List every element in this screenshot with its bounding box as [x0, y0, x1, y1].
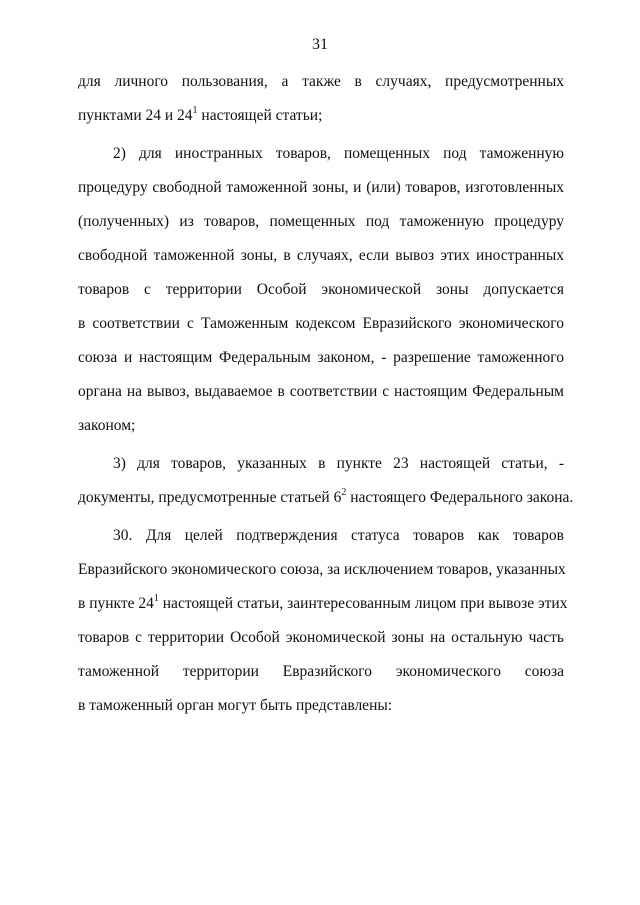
superscript: 1 — [192, 104, 198, 116]
text-line: (полученных) из товаров, помещенных под таможенную процедуру — [78, 213, 564, 230]
text-line: законом; — [78, 417, 136, 434]
text-line: товаров с территории Особой экономической зоны допускается — [78, 281, 564, 298]
page-number: 31 — [312, 36, 328, 53]
superscript: 1 — [153, 592, 159, 604]
text-line: союза и настоящим Федеральным законом, - разрешение таможенного — [78, 349, 564, 366]
text-line: процедуру свободной таможенной зоны, и (или) товаров, изготовленных — [78, 179, 564, 196]
text-line: документы, предусмотренные статьей $6^2$ настоящего Федерального закона. — [78, 486, 574, 506]
text-line: 2) для иностранных товаров, помещенных под таможенную — [113, 145, 564, 162]
text-line: товаров с территории Особой экономической зоны на остальную часть — [78, 629, 564, 646]
text-line: в пункте $24^1$ настоящей статьи, заинтересованным лицом при вывозе этих — [78, 592, 568, 612]
text-line: в соответствии с Таможенным кодексом Евразийского экономического — [78, 315, 564, 332]
text-line: Евразийского экономического союза, за исключением товаров, указанных — [78, 561, 566, 578]
text-line: свободной таможенной зоны, в случаях, если вывоз этих иностранных — [78, 247, 564, 264]
text-line: 3) для товаров, указанных в пункте 23 настоящей статьи, - — [113, 455, 564, 472]
superscript: 2 — [341, 486, 347, 498]
text-line: пунктами 24 и $24^1$ настоящей статьи; — [78, 104, 323, 124]
text-line: в таможенный орган могут быть представлены: — [78, 697, 393, 714]
text-line: для личного пользования, а также в случаях, предусмотренных — [78, 73, 564, 90]
text-line: 30. Для целей подтверждения статуса товаров как товаров — [113, 527, 564, 544]
text-line: таможенной территории Евразийского экономического союза — [78, 663, 564, 680]
text-line: органа на вывоз, выдаваемое в соответствии с настоящим Федеральным — [78, 383, 564, 400]
